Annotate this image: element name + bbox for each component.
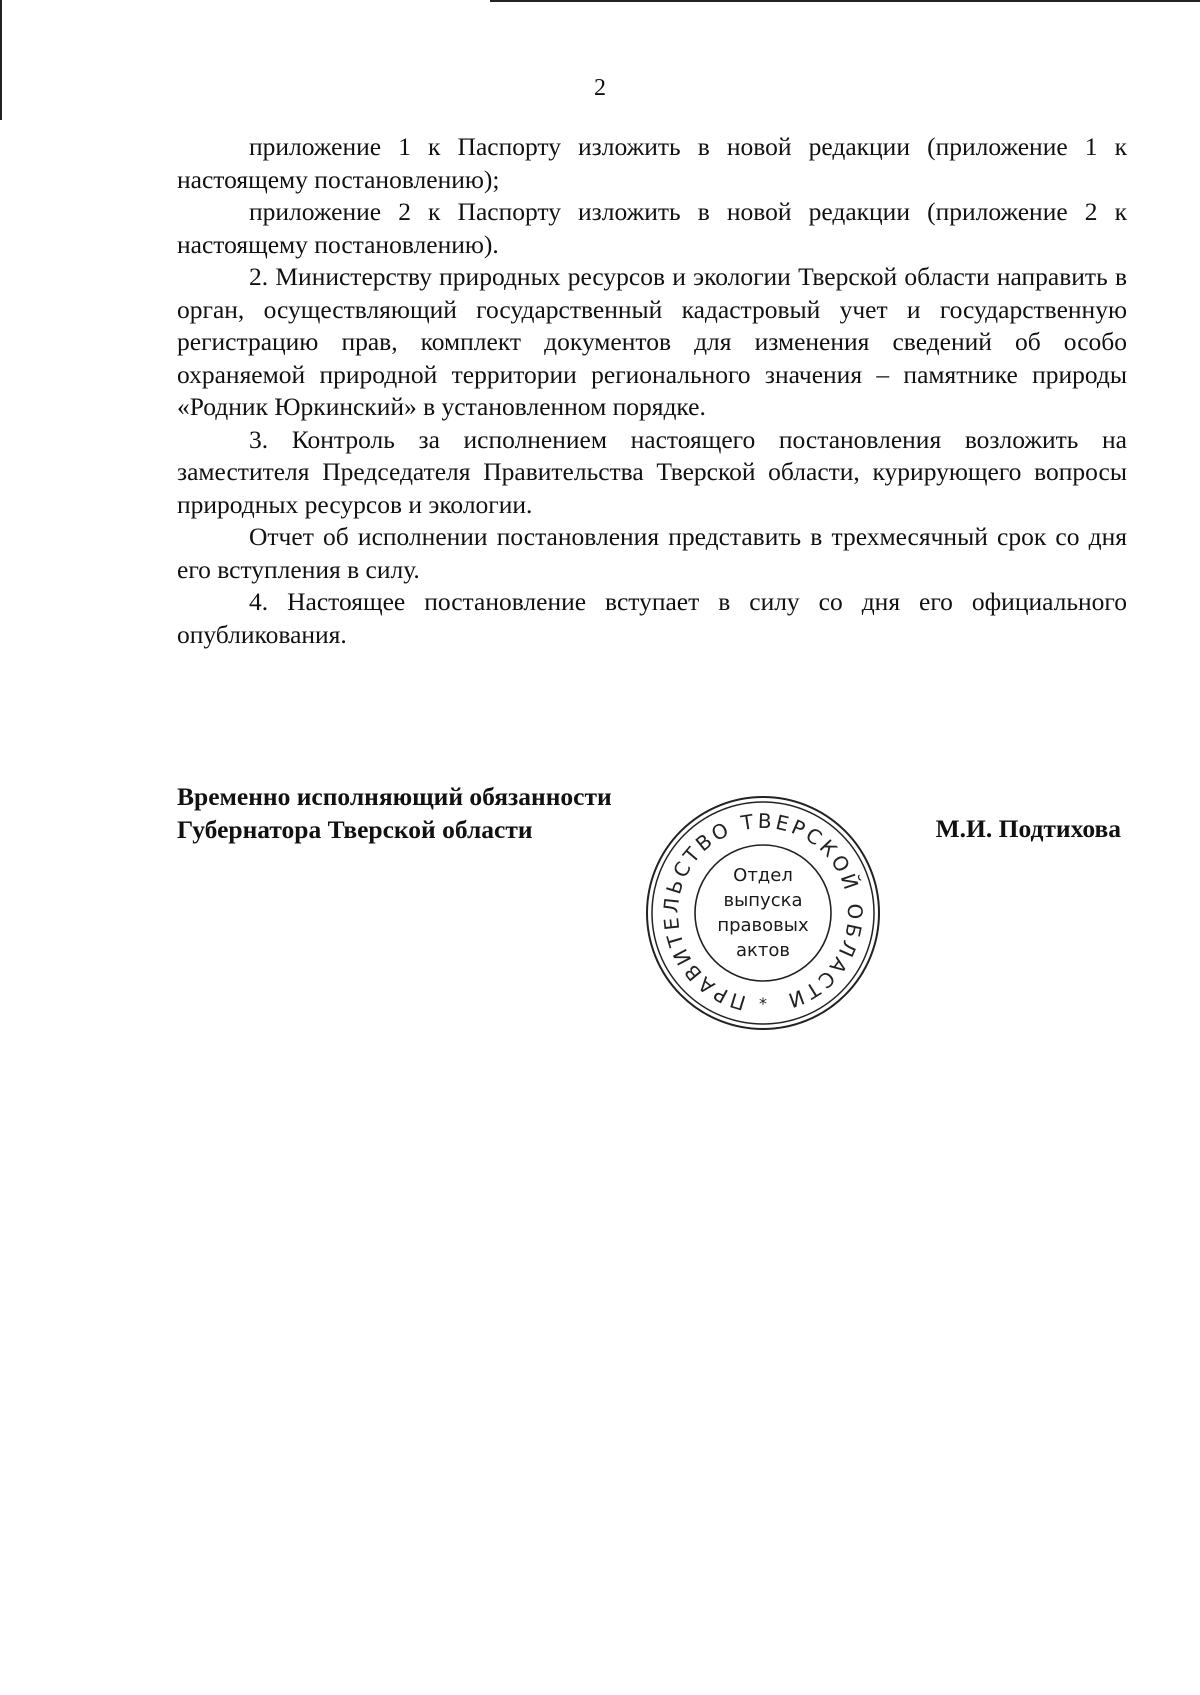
stamp-center-line-1: Отдел	[733, 865, 793, 886]
stamp-center-text	[643, 863, 883, 963]
paragraph-appendix-2: приложение 2 к Паспорту изложить в новой редакции (приложение 2 к настоящему постановлению).	[177, 197, 1127, 259]
paragraph-item-3: 3. Контроль за исполнением настоящего постановления возложить на заместителя Председателя Правительства Тверской области, курирующего вопросы природных ресурсов и экологии.	[177, 424, 1127, 519]
document-body	[177, 131, 1127, 651]
stamp-center-line-4: актов	[735, 940, 790, 961]
paragraph-appendix-1: приложение 1 к Паспорту изложить в новой редакции (приложение 1 к настоящему постановлению);	[177, 132, 1127, 194]
official-stamp	[643, 793, 883, 1033]
stamp-ring-text: ПРАВИТЕЛЬСТВО ТВЕРСКОЙ ОБЛАСТИ	[658, 808, 868, 1016]
paragraph-item-4: 4. Настоящее постановление вступает в силу со дня его официального опубликования.	[177, 587, 1127, 649]
signatory-title-line-2: Губернатора Тверской области	[177, 814, 533, 844]
page-number: 2	[594, 75, 606, 101]
stamp-star: *	[759, 994, 767, 1013]
scan-edge-left	[0, 0, 2, 120]
signatory-title-line-1: Временно исполняющий обязанности	[177, 782, 612, 811]
stamp-center-line-2: выпуска	[723, 890, 803, 911]
stamp-center-line-3: правовых	[717, 915, 809, 936]
scan-edge-top	[490, 0, 1200, 2]
signatory-name: М.И. Подтихова	[935, 814, 1121, 843]
paragraph-report: Отчет об исполнении постановления представить в трехмесячный срок со дня его вступления в силу.	[177, 522, 1127, 584]
signatory-title	[177, 781, 612, 846]
paragraph-item-2: 2. Министерству природных ресурсов и экологии Тверской области направить в орган, осуществляющий государственный кадастровый учет и государственную регистрацию прав, комплект документов для изменения сведений об особо охраняемой природной территории регионального значения – памятнике природы «Родник Юркинский» в установленном порядке.	[177, 262, 1127, 421]
